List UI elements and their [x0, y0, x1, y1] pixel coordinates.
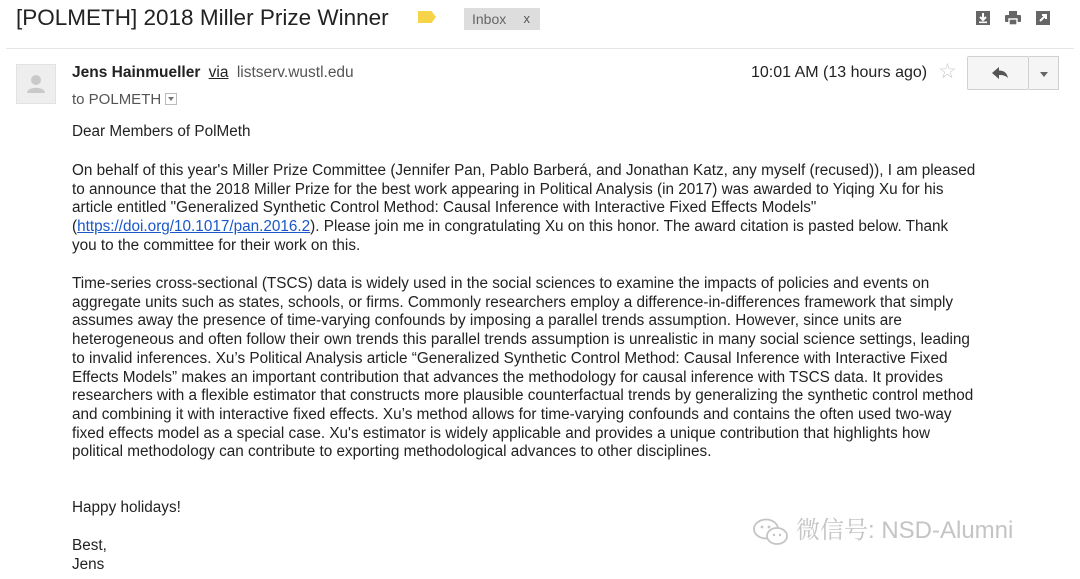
- email-paragraph-citation: [72, 275, 1057, 462]
- show-details-chevron-icon[interactable]: [165, 93, 177, 105]
- body-line: Time-series cross-sectional (TSCS) data is widely used in the social sciences to examine the impacts of policies and events on: [72, 275, 930, 292]
- label-tag-icon[interactable]: [418, 11, 436, 23]
- email-greeting: Dear Members of PolMeth: [72, 123, 251, 140]
- body-line-with-link: [72, 218, 1057, 237]
- remove-label-button[interactable]: x: [523, 11, 530, 26]
- open-in-new-window-icon[interactable]: [1034, 9, 1052, 27]
- recipients-line: [72, 90, 177, 110]
- body-line: heterogeneous and often follow their own trends this parallel trends assumption is unrealistic in many social science settings, leading: [72, 331, 970, 349]
- body-line: you to the committee for their work on this.: [72, 236, 361, 254]
- inbox-label-chip[interactable]: [464, 8, 540, 30]
- body-line: political methodology can contribute to exporting methodological advances to other disciplines.: [72, 443, 712, 461]
- download-icon[interactable]: [974, 9, 992, 27]
- body-line: article entitled "Generalized Synthetic Control Method: Causal Inference with Interactive Fixed Effects Models": [72, 199, 817, 217]
- email-subject: [POLMETH] 2018 Miller Prize Winner: [16, 5, 389, 30]
- inbox-label-text: Inbox: [472, 11, 507, 27]
- sender-domain: listserv.wustl.edu: [236, 64, 354, 81]
- body-line: and combining it with interactive fixed effects. Xu’s method allows for time-varying confounds and contains the often used two-way: [72, 405, 952, 423]
- avatar-icon: [17, 65, 55, 103]
- print-icon[interactable]: [1004, 9, 1022, 27]
- star-icon[interactable]: ☆: [938, 60, 957, 83]
- watermark-text: 微信号: NSD-Alumni: [796, 517, 1014, 544]
- reply-icon: [968, 57, 1028, 89]
- body-line: fixed effects model as a special case. Xu's estimator is widely applicable and provides a unique contribution that highlights how: [72, 424, 931, 442]
- sender-line: [72, 63, 354, 83]
- wechat-icon: [752, 517, 790, 547]
- sign-off: Best,: [72, 537, 107, 554]
- timestamp: 10:01 AM (13 hours ago): [751, 64, 928, 81]
- email-paragraph-announcement: [72, 162, 1057, 256]
- body-line: aggregate units such as states, schools, or firms. Commonly researchers employ a difference-in-differences framework that simply: [72, 293, 954, 311]
- signature: Jens: [72, 555, 105, 573]
- body-line: to invalid inferences. Xu’s Political Analysis article “Generalized Synthetic Control Method: Causal Inference with Interactive Fixed: [72, 349, 948, 367]
- via-link[interactable]: via: [208, 64, 229, 81]
- email-closing: Happy holidays!: [72, 499, 181, 516]
- body-line: Effects Models” makes an important contribution that advances the methodology for causal inference with TSCS data. It provides: [72, 368, 943, 386]
- avatar[interactable]: [16, 64, 56, 104]
- more-options-button[interactable]: [1029, 56, 1059, 90]
- body-line: to announce that the 2018 Miller Prize for the best work appearing in Political Analysis (in 2017) was awarded to Yiqing Xu for his: [72, 180, 944, 198]
- sender-name[interactable]: Jens Hainmueller: [72, 64, 201, 81]
- body-line: On behalf of this year's Miller Prize Committee (Jennifer Pan, Pablo Barberá, and Jonathan Katz, any myself (recused)), I am pleased: [72, 162, 976, 179]
- header-divider: [6, 48, 1074, 49]
- doi-link[interactable]: https://doi.org/10.1017/pan.2016.2: [77, 218, 311, 236]
- link-prefix: (: [72, 218, 78, 236]
- link-suffix: ). Please join me in congratulating Xu on this honor. The award citation is pasted below. Thank: [310, 218, 949, 236]
- body-line: assumes away the presence of time-varying confounds by imposing a parallel trends assumption. However, since units are: [72, 312, 902, 330]
- recipients-text: to POLMETH: [72, 91, 162, 108]
- wechat-watermark: [752, 514, 1052, 550]
- reply-button[interactable]: [967, 56, 1029, 90]
- body-line: researchers with a flexible estimator that constructs more plausible counterfactual trends by generalizing the synthetic control method: [72, 387, 974, 405]
